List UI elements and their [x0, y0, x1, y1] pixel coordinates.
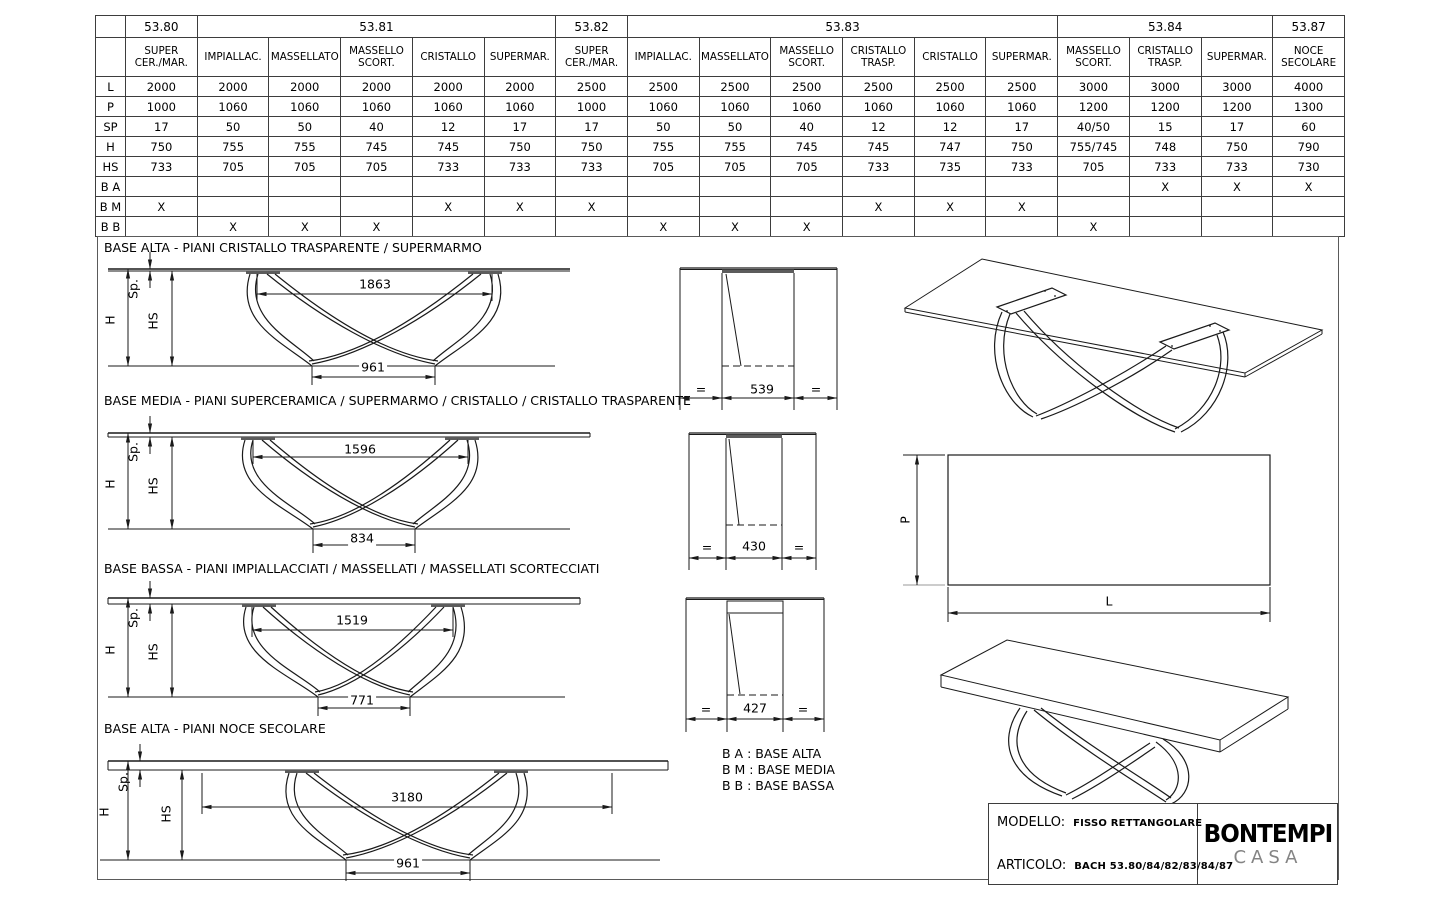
spec-material: SUPERMAR.: [986, 38, 1058, 77]
brand-logo: [1198, 804, 1338, 884]
spec-material: MASSELLO SCORT.: [771, 38, 843, 77]
spec-material: CRISTALLO TRASP.: [1129, 38, 1201, 77]
front-view-drawing-2: [100, 415, 660, 565]
spec-cell: 733: [843, 157, 915, 177]
spec-group-53.83: 53.83: [627, 16, 1057, 38]
dim-side-width-3: 427: [743, 700, 767, 716]
spec-cell: 2000: [269, 77, 341, 97]
dim-label-sp-2: Sp.: [125, 442, 141, 462]
spec-group-53.84: 53.84: [1058, 16, 1273, 38]
spec-cell: 17: [484, 117, 556, 137]
spec-cell: [1129, 197, 1201, 217]
spec-cell: 1200: [1058, 97, 1130, 117]
spec-cell: 12: [843, 117, 915, 137]
spec-cell: 4000: [1273, 77, 1345, 97]
spec-cell: 3000: [1058, 77, 1130, 97]
spec-cell: 1060: [627, 97, 699, 117]
spec-cell: [1201, 197, 1273, 217]
spec-cell: [556, 177, 628, 197]
spec-cell: 733: [126, 157, 198, 177]
spec-cell: 733: [484, 157, 556, 177]
spec-cell: [843, 177, 915, 197]
spec-cell: 2000: [126, 77, 198, 97]
spec-cell: 2000: [484, 77, 556, 97]
spec-cell: 1200: [1201, 97, 1273, 117]
spec-cell: [627, 197, 699, 217]
spec-cell: 705: [197, 157, 269, 177]
spec-cell: [341, 177, 413, 197]
dim-label-h-1: H: [102, 315, 118, 325]
section-title-base-alta-glass: BASE ALTA - PIANI CRISTALLO TRASPARENTE / SUPERMARMO: [104, 240, 482, 255]
spec-cell: 2500: [771, 77, 843, 97]
dim-equal-right-2: =: [793, 539, 805, 555]
spec-cell: [771, 197, 843, 217]
dim-base-width-2: 834: [350, 530, 374, 546]
spec-cell: [412, 217, 484, 237]
dim-label-p: P: [897, 516, 913, 524]
perspective-view-wood-table: [930, 628, 1330, 810]
spec-cell: 705: [627, 157, 699, 177]
spec-cell: 705: [341, 157, 413, 177]
dim-top-width-2: 1596: [344, 441, 376, 457]
base-legend: [722, 746, 835, 793]
spec-material: MASSELLATO: [269, 38, 341, 77]
spec-cell: [699, 197, 771, 217]
spec-cell: 755: [269, 137, 341, 157]
dim-label-hs-3: HS: [145, 643, 161, 661]
dim-label-hs-2: HS: [145, 477, 161, 495]
spec-cell: 15: [1129, 117, 1201, 137]
spec-cell: 2000: [412, 77, 484, 97]
spec-cell: 755/745: [1058, 137, 1130, 157]
section-title-base-bassa: BASE BASSA - PIANI IMPIALLACCIATI / MASSELLATI / MASSELLATI SCORTECCIATI: [104, 561, 600, 576]
spec-row-label: HS: [96, 157, 126, 177]
dim-equal-right-1: =: [810, 381, 822, 397]
spec-cell: 1060: [986, 97, 1058, 117]
dim-base-width-1: 961: [361, 359, 385, 375]
spec-cell: 705: [699, 157, 771, 177]
spec-cell: X: [484, 197, 556, 217]
articolo-value: BACH 53.80/84/82/83/84/87: [1074, 861, 1234, 872]
spec-cell: [1273, 197, 1345, 217]
spec-cell: 748: [1129, 137, 1201, 157]
spec-cell: [771, 177, 843, 197]
spec-cell: 1060: [843, 97, 915, 117]
plan-view-drawing: [895, 450, 1345, 625]
dim-side-width-2: 430: [742, 538, 766, 554]
spec-cell: 735: [914, 157, 986, 177]
spec-row-label: H: [96, 137, 126, 157]
dim-label-sp-1: Sp.: [125, 279, 141, 299]
spec-cell: 705: [771, 157, 843, 177]
spec-material: MASSELLO SCORT.: [1058, 38, 1130, 77]
spec-cell: X: [914, 197, 986, 217]
spec-cell: [1058, 197, 1130, 217]
dim-label-h-3: H: [102, 645, 118, 655]
spec-cell: [412, 177, 484, 197]
spec-cell: 50: [627, 117, 699, 137]
spec-cell: 12: [914, 117, 986, 137]
spec-cell: X: [843, 197, 915, 217]
spec-cell: 17: [1201, 117, 1273, 137]
spec-cell: 745: [341, 137, 413, 157]
spec-cell: [197, 197, 269, 217]
dim-label-h-2: H: [102, 479, 118, 489]
spec-cell: X: [986, 197, 1058, 217]
dim-top-width-3: 1519: [336, 612, 368, 628]
spec-material: CRISTALLO: [914, 38, 986, 77]
modello-label: MODELLO:: [997, 815, 1066, 830]
spec-cell: 2500: [986, 77, 1058, 97]
dim-side-width-1: 539: [750, 381, 774, 397]
front-view-drawing-3: [100, 585, 660, 725]
spec-cell: 750: [556, 137, 628, 157]
spec-cell: 3000: [1201, 77, 1273, 97]
articolo-label: ARTICOLO:: [997, 858, 1067, 873]
spec-group-53.82: 53.82: [556, 16, 628, 38]
dim-base-width-4: 961: [396, 855, 420, 871]
spec-cell: X: [412, 197, 484, 217]
spec-cell: [1129, 217, 1201, 237]
dim-label-h-4: H: [96, 807, 112, 817]
spec-cell: 790: [1273, 137, 1345, 157]
spec-cell: 750: [484, 137, 556, 157]
spec-cell: 1200: [1129, 97, 1201, 117]
perspective-view-glass-table: [885, 245, 1340, 440]
spec-cell: X: [126, 197, 198, 217]
spec-material: MASSELLATO: [699, 38, 771, 77]
dim-equal-right-3: =: [797, 701, 809, 717]
spec-cell: [126, 177, 198, 197]
spec-cell: 60: [1273, 117, 1345, 137]
spec-cell: X: [1201, 177, 1273, 197]
spec-cell: X: [197, 217, 269, 237]
spec-row-label: B M: [96, 197, 126, 217]
spec-cell: X: [627, 217, 699, 237]
brand-name: BONTEMPI: [1203, 819, 1333, 848]
spec-cell: 750: [1201, 137, 1273, 157]
spec-row-label: B B: [96, 217, 126, 237]
spec-cell: [699, 177, 771, 197]
spec-cell: [269, 177, 341, 197]
spec-material: SUPERMAR.: [1201, 38, 1273, 77]
spec-cell: [269, 197, 341, 217]
spec-cell: 1060: [484, 97, 556, 117]
spec-cell: 755: [699, 137, 771, 157]
spec-cell: 1000: [126, 97, 198, 117]
dim-equal-left-3: =: [700, 701, 712, 717]
spec-cell: X: [341, 217, 413, 237]
spec-cell: 17: [126, 117, 198, 137]
spec-material: IMPIALLAC.: [627, 38, 699, 77]
spec-material: CRISTALLO TRASP.: [843, 38, 915, 77]
spec-cell: [484, 177, 556, 197]
spec-cell: 50: [269, 117, 341, 137]
spec-cell: 40: [771, 117, 843, 137]
spec-cell: 755: [197, 137, 269, 157]
spec-cell: X: [1129, 177, 1201, 197]
spec-cell: [914, 177, 986, 197]
spec-cell: 745: [771, 137, 843, 157]
spec-cell: 2000: [197, 77, 269, 97]
spec-group-53.80: 53.80: [126, 16, 198, 38]
spec-cell: 17: [556, 117, 628, 137]
dim-equal-left-2: =: [701, 539, 713, 555]
spec-cell: 1060: [197, 97, 269, 117]
spec-cell: 750: [126, 137, 198, 157]
spec-cell: X: [699, 217, 771, 237]
spec-cell: 1060: [412, 97, 484, 117]
spec-cell: 1060: [341, 97, 413, 117]
spec-cell: [126, 217, 198, 237]
dim-equal-left-1: =: [695, 381, 707, 397]
spec-cell: 733: [412, 157, 484, 177]
spec-cell: 2500: [556, 77, 628, 97]
spec-cell: 747: [914, 137, 986, 157]
spec-cell: 2500: [627, 77, 699, 97]
dim-label-l: L: [1105, 593, 1113, 609]
spec-cell: 705: [269, 157, 341, 177]
spec-cell: 745: [843, 137, 915, 157]
spec-material: SUPER CER./MAR.: [556, 38, 628, 77]
spec-cell: 750: [986, 137, 1058, 157]
dim-label-sp-4: Sp.: [115, 772, 131, 792]
legend-line-base-media: B M : BASE MEDIA: [722, 761, 835, 777]
spec-cell: [986, 217, 1058, 237]
dim-top-width-1: 1863: [359, 276, 391, 292]
spec-cell: X: [771, 217, 843, 237]
spec-cell: X: [1058, 217, 1130, 237]
spec-cell: [1058, 177, 1130, 197]
brand-subname: CASA: [1233, 847, 1303, 868]
spec-cell: 1000: [556, 97, 628, 117]
spec-cell: 733: [986, 157, 1058, 177]
spec-material: SUPER CER./MAR.: [126, 38, 198, 77]
front-view-drawing-4: [100, 735, 710, 895]
spec-material: MASSELLO SCORT.: [341, 38, 413, 77]
dim-base-width-3: 771: [350, 692, 374, 708]
spec-material: CRISTALLO: [412, 38, 484, 77]
spec-cell: [484, 217, 556, 237]
front-view-drawing-1: [100, 255, 600, 400]
spec-cell: 3000: [1129, 77, 1201, 97]
spec-cell: [1273, 217, 1345, 237]
legend-line-base-alta: B A : BASE ALTA: [722, 746, 822, 761]
spec-table: [95, 15, 1345, 237]
dim-label-sp-3: Sp.: [125, 608, 141, 628]
spec-cell: 755: [627, 137, 699, 157]
spec-cell: [556, 217, 628, 237]
spec-cell: [986, 177, 1058, 197]
spec-cell: 50: [699, 117, 771, 137]
side-view-drawing-3: [677, 593, 847, 743]
spec-cell: [843, 217, 915, 237]
spec-cell: 745: [412, 137, 484, 157]
spec-material: NOCE SECOLARE: [1273, 38, 1345, 77]
spec-cell: 2500: [699, 77, 771, 97]
spec-cell: [197, 177, 269, 197]
spec-cell: 1060: [269, 97, 341, 117]
spec-cell: [341, 197, 413, 217]
spec-cell: 2000: [341, 77, 413, 97]
spec-row-label: L: [96, 77, 126, 97]
spec-cell: 733: [1201, 157, 1273, 177]
spec-cell: 1060: [914, 97, 986, 117]
modello-value: FISSO RETTANGOLARE: [1073, 818, 1203, 829]
spec-cell: 40: [341, 117, 413, 137]
legend-line-base-bassa: B B : BASE BASSA: [722, 777, 834, 793]
spec-cell: X: [1273, 177, 1345, 197]
spec-material: SUPERMAR.: [484, 38, 556, 77]
title-block: [988, 803, 1338, 885]
spec-cell: X: [269, 217, 341, 237]
spec-corner2: [96, 38, 126, 77]
spec-cell: 1300: [1273, 97, 1345, 117]
section-title-base-alta-noce: BASE ALTA - PIANI NOCE SECOLARE: [104, 721, 326, 736]
spec-group-53.81: 53.81: [197, 16, 556, 38]
spec-cell: [1201, 217, 1273, 237]
spec-cell: 2500: [914, 77, 986, 97]
spec-cell: 12: [412, 117, 484, 137]
spec-material: IMPIALLAC.: [197, 38, 269, 77]
spec-group-53.87: 53.87: [1273, 16, 1345, 38]
spec-cell: 2500: [843, 77, 915, 97]
spec-cell: 733: [556, 157, 628, 177]
spec-corner: [96, 16, 126, 38]
spec-row-label: P: [96, 97, 126, 117]
spec-cell: 40/50: [1058, 117, 1130, 137]
spec-cell: 730: [1273, 157, 1345, 177]
spec-cell: 705: [1058, 157, 1130, 177]
spec-row-label: B A: [96, 177, 126, 197]
dim-label-hs-1: HS: [145, 312, 161, 330]
spec-cell: [914, 217, 986, 237]
spec-row-label: SP: [96, 117, 126, 137]
spec-cell: X: [556, 197, 628, 217]
spec-cell: 17: [986, 117, 1058, 137]
spec-cell: 733: [1129, 157, 1201, 177]
spec-cell: 1060: [699, 97, 771, 117]
spec-cell: [627, 177, 699, 197]
dim-label-hs-4: HS: [158, 805, 174, 823]
dim-top-width-4: 3180: [391, 789, 423, 805]
spec-cell: 50: [197, 117, 269, 137]
title-block-info: [989, 804, 1234, 884]
spec-cell: 1060: [771, 97, 843, 117]
section-title-base-media: BASE MEDIA - PIANI SUPERCERAMICA / SUPERMARMO / CRISTALLO / CRISTALLO TRASPARENTE: [104, 393, 691, 408]
